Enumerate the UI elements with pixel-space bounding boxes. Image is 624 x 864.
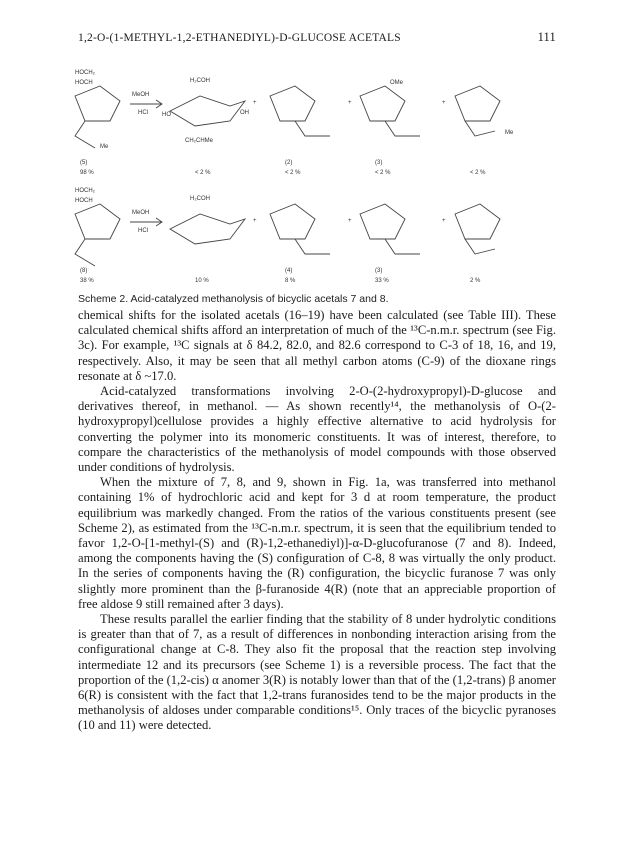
scheme-drawing [70,56,570,288]
compound-number: (3) [375,160,383,166]
yield-label: < 2 % [470,170,486,176]
scheme-label: CH₂CHMe [185,138,213,144]
compound-number: (3) [375,268,383,274]
scheme-label: MeOH [132,92,150,98]
compound-number: (5) [80,160,88,166]
scheme-label: + [348,100,352,106]
scheme-label: OMe [390,80,404,86]
yield-label: 38 % [80,278,94,284]
yield-label: 33 % [375,278,389,284]
yield-label: < 2 % [195,170,211,176]
yield-label: < 2 % [285,170,301,176]
scheme-label: + [442,100,446,106]
scheme-label: H₂COH [190,196,210,202]
scheme-label: MeOH [132,210,150,216]
scheme-label: HOCH₂ [75,188,95,194]
scheme-label: + [348,218,352,224]
scheme-label: OH [240,110,249,116]
scheme-label: HOCH [75,198,93,204]
reaction-scheme [70,56,570,288]
running-title: 1,2-O-(1-METHYL-1,2-ETHANEDIYL)-D-GLUCOSE ACETALS [78,32,401,44]
scheme-caption: Scheme 2. Acid-catalyzed methanolysis of bicyclic acetals 7 and 8. [78,293,389,305]
scheme-label: + [253,100,257,106]
paragraph: These results parallel the earlier finding that the stability of 8 under hydrolytic conditions is greater than that of 7, as a result of differences in nonbonding interaction arising from the configurational change at C-8. They also fit the proposal that the reaction step involving intermediate 12 and its precursors (see Scheme 1) is a reversible process. The fact that the proportion of the (1,2-cis) α anomer 3(R) is notably lower than that of the (1,2-trans) β anomer 6(R) is consistent with the fact that 1,2-trans furanosides tend to be the major products in the methanolysis of aldoses under comparable conditions¹⁵. Only traces of the bicyclic pyranoses (10 and 11) were detected. [78,612,556,733]
body-text [78,308,556,734]
scheme-label: Me [100,144,109,150]
paragraph: Acid-catalyzed transformations involving 2-O-(2-hydroxypropyl)-D-glucose and derivatives thereof, in methanol. — As shown recently¹⁴, the methanolysis of O-(2-hydroxypropyl)cellulose provides a highly effective alternative to acid hydrolysis for converting the polymer into its monomeric constituents. It was of interest, therefore, to compare the characteristics of the methanolysis of model compounds with those observed under conditions of hydrolysis. [78,384,556,475]
paragraph: When the mixture of 7, 8, and 9, shown in Fig. 1a, was transferred into methanol containing 1% of hydrochloric acid and kept for 3 d at room temperature, the product equilibrium was markedly changed. From the ratios of the various constituents present (see Scheme 2), as estimated from the ¹³C-n.m.r. spectrum, it is seen that the equilibrium tended to favor 1,2-O-[1-methyl-(S) and (R)-1,2-ethanediyl)]-α-D-glucofuranose (7 and 8). Indeed, among the components having the (S) configuration of C-8, 8 was virtually the only product. In the series of components having the (R) configuration, the bicyclic furanose 7 was only slightly more prominent than the β-furanoside 4(R) (note that an appreciable proportion of free aldose 9 still remained after 3 days). [78,475,556,611]
scheme-label: + [253,218,257,224]
yield-label: 8 % [285,278,296,284]
scheme-label: HOCH [75,80,93,86]
scheme-label: HOCH₂ [75,70,95,76]
yield-label: 10 % [195,278,209,284]
scheme-label: HCl [138,228,148,234]
yield-label: 98 % [80,170,94,176]
compound-number: (4) [285,268,293,274]
yield-label: 2 % [470,278,481,284]
scheme-label: Me [505,130,514,136]
scheme-label: H₂COH [190,78,210,84]
paragraph: chemical shifts for the isolated acetals (16–19) have been calculated (see Table III). These calculated chemical shifts afford an interpretation of much of the ¹³C-n.m.r. spectrum (see Fig. 3c). For example, ¹³C signals at δ 84.2, 82.0, and 82.6 correspond to C-3 of 18, 16, and 19, respectively. Also, it may be seen that all methyl carbon atoms (C-9) of the dioxane rings resonate at δ ~17.0. [78,308,556,383]
running-head [78,30,556,48]
compound-number: (8) [80,268,88,274]
scheme-label: HCl [138,110,148,116]
compound-number: (2) [285,160,293,166]
scheme-label: HO [162,112,171,118]
yield-label: < 2 % [375,170,391,176]
scheme-label: + [442,218,446,224]
page-number: 111 [537,30,556,44]
